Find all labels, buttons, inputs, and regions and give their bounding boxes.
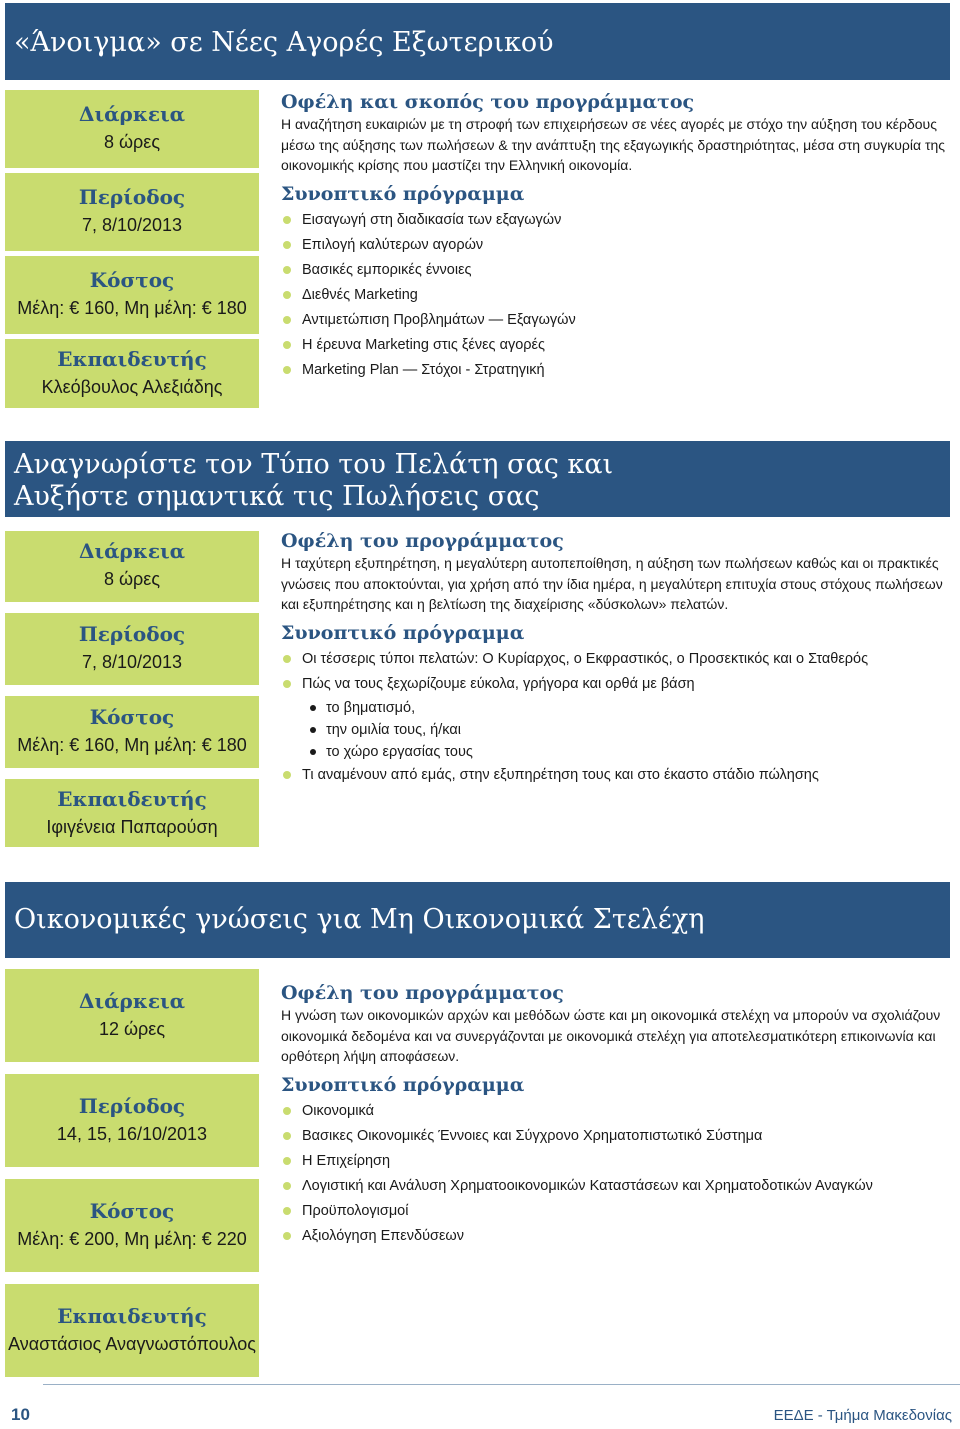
cost-box [5,1179,259,1272]
list-item: Λογιστική και Ανάλυση Χρηματοοικονομικών Καταστάσεων και Χρηματοδοτικών Αναγκών [281,1174,953,1199]
section-title-line1: Αναγνωρίστε τον Τύπο του Πελάτη σας και [14,449,614,480]
list-item: Αξιολόγηση Επενδύσεων [281,1224,953,1249]
duration-value: 12 ώρες [98,1019,165,1039]
program-list [281,647,953,788]
sub-list-item: την ομιλία τους, ή/και [306,719,953,741]
list-item: Η Επιχείρηση [281,1149,953,1174]
benefits-text: Η γνώση των οικονομικών αρχών και μεθόδων ώστε και μη οικονομικά στελέχη να μπορούν να σχολιάζουν οικονομικά δεδομένα και να συνεργάζονται με οικονομικά στελέχη για αποτελεσματικότερη επικοινωνία και ορθότερη λήψη αποφάσεων. [281,1007,941,1064]
course-content [281,981,953,1249]
course-content [281,90,953,383]
duration-label: Διάρκεια [78,539,186,563]
section-title: «Άνοιγμα» σε Νέες Αγορές Εξωτερικού [14,27,554,58]
cost-label: Κόστος [89,1199,175,1223]
list-item: Η έρευνα Marketing στις ξένες αγορές [281,333,953,358]
program-heading: Συνοπτικό πρόγραμμα [281,621,525,644]
program-heading: Συνοπτικό πρόγραμμα [281,182,525,205]
list-item: Διεθνές Marketing [281,283,953,308]
cost-value: Μέλη: € 160, Μη μέλη: € 180 [17,735,247,755]
course-content [281,529,953,788]
duration-label: Διάρκεια [78,102,186,126]
page-number: 10 [11,1405,30,1424]
sub-list [302,697,953,763]
benefits-heading: Οφέλη του προγράμματος [281,982,564,1004]
list-item: Βασικές εμπορικές έννοιες [281,258,953,283]
section-banner [5,882,950,958]
program-list [281,1099,953,1249]
benefits-text: Η ταχύτερη εξυπηρέτηση, η μεγαλύτερη αυτοπεποίθηση, η αύξηση των πωλήσεων καθώς και οι πρακτικές γνώσεις που αποκτούνται, για χρήση από την ίδια ημέρα, η μεγαλύτερη επιτυχία στους στόχους πωλήσεων και εξυπηρέτησης και η βελτίωση της διαχείρισης «δύσκολων» πελατών. [281,555,943,612]
period-box [5,613,259,685]
cost-label: Κόστος [89,268,175,292]
period-value: 14, 15, 16/10/2013 [56,1124,208,1144]
period-box [5,173,259,251]
section-banner [5,3,950,80]
list-item: Τι αναμένουν από εμάς, στην εξυπηρέτηση τους και στο έκαστο στάδιο πώλησης [281,763,953,788]
list-item [281,672,953,763]
benefits-text: Η αναζήτηση ευκαιριών με τη στροφή των επιχειρήσεων σε νέες αγορές με στόχο την αύξηση του κέρδους μέσω της αύξησης των πωλήσεων & την ανάπτυξη της εξαγωγικής δραστηριότητας, μέσα στη συγκυρία της οικονομικής κρίσης που μαστίζει την Ελληνική οικονομία. [281,116,946,173]
period-value: 7, 8/10/2013 [81,652,183,672]
period-label: Περίοδος [78,185,186,209]
benefits-heading: Οφέλη και σκοπός του προγράμματος [281,91,695,113]
duration-box [5,90,259,168]
trainer-label: Εκπαιδευτής [57,347,207,371]
trainer-value: Αναστάσιος Αναγνωστόπουλος [8,1334,256,1354]
trainer-label: Εκπαιδευτής [57,787,207,811]
program-heading: Συνοπτικό πρόγραμμα [281,1073,525,1096]
period-box [5,1074,259,1167]
list-item: Εισαγωγή στη διαδικασία των εξαγωγών [281,208,953,233]
duration-value: 8 ώρες [103,132,160,152]
cost-box [5,256,259,334]
sub-list-item: το χώρο εργασίας τους [306,741,953,763]
program-list [281,208,953,383]
trainer-value: Κλεόβουλος Αλεξιάδης [41,377,223,397]
trainer-box [5,339,259,408]
period-label: Περίοδος [78,622,186,646]
cost-value: Μέλη: € 160, Μη μέλη: € 180 [17,298,247,318]
duration-box [5,969,259,1062]
list-item: Βασικες Οικονομικές Έννοιες και Σύγχρονο Χρηματοπιστωτικό Σύστημα [281,1124,953,1149]
list-item: Επιλογή καλύτερων αγορών [281,233,953,258]
section-banner [5,441,950,517]
duration-box [5,531,259,602]
sub-list-item: το βηματισμό, [306,697,953,719]
cost-label: Κόστος [89,705,175,729]
trainer-box [5,779,259,847]
list-item: Marketing Plan — Στόχοι - Στρατηγική [281,358,953,383]
trainer-value: Ιφιγένεια Παπαρούση [46,817,218,837]
section-title: Οικονομικές γνώσεις για Μη Οικονομικά Στελέχη [14,904,705,935]
footer-divider [43,1384,960,1385]
list-item: Αντιμετώπιση Προβλημάτων — Εξαγωγών [281,308,953,333]
list-item: Προϋπολογισμοί [281,1199,953,1224]
list-item: Οικονομικά [281,1099,953,1124]
cost-box [5,696,259,768]
trainer-label: Εκπαιδευτής [57,1304,207,1328]
benefits-heading: Οφέλη του προγράμματος [281,530,564,552]
list-item-text: Πώς να τους ξεχωρίζουμε εύκολα, γρήγορα και ορθά με βάση [302,675,695,692]
section-title-line2: Αυξήστε σημαντικά τις Πωλήσεις σας [14,481,540,512]
period-label: Περίοδος [78,1094,186,1118]
footer-text: ΕΕΔΕ - Τμήμα Μακεδονίας [773,1407,952,1424]
duration-label: Διάρκεια [78,989,186,1013]
duration-value: 8 ώρες [103,569,160,589]
period-value: 7, 8/10/2013 [81,215,183,235]
trainer-box [5,1284,259,1377]
cost-value: Μέλη: € 200, Μη μέλη: € 220 [17,1229,247,1249]
list-item: Οι τέσσερις τύποι πελατών: Ο Κυρίαρχος, ο Εκφραστικός, ο Προσεκτικός και ο Σταθερός [281,647,953,672]
